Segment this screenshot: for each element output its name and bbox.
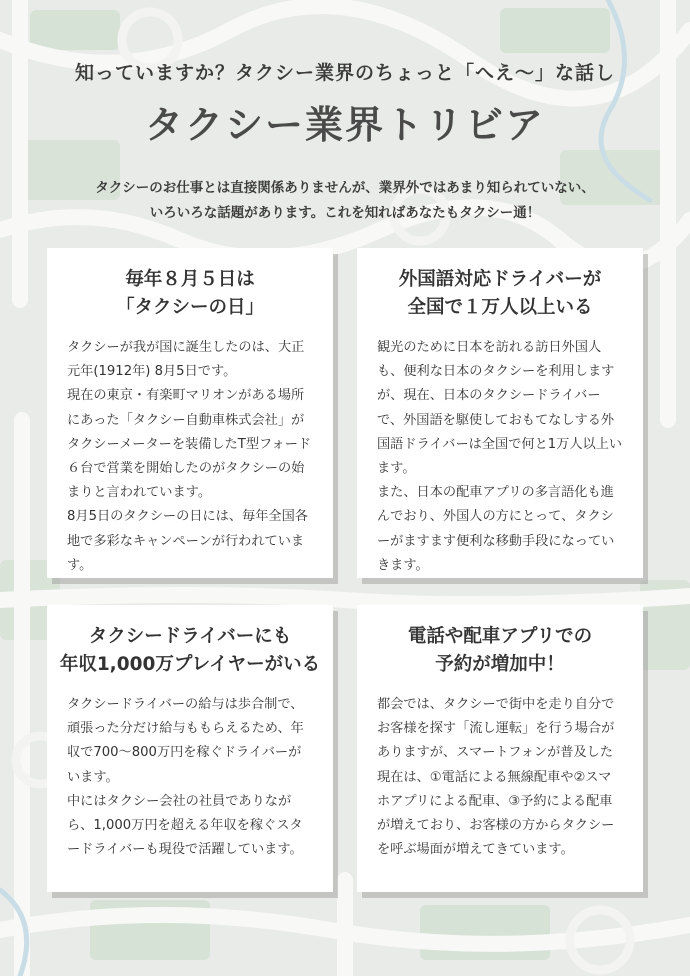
card-paragraph: 現在の東京・有楽町マリオンがある場所にあった「タクシー自動車株式会社」がタクシーメーターを装備したT型フォード６台で営業を開始したのがタクシーの始まりと言われています。 <box>67 388 312 501</box>
card-title <box>357 266 643 322</box>
card-title-line: 「タクシーの日」 <box>115 297 264 318</box>
trivia-card-high-income-drivers <box>47 605 333 892</box>
card-paragraph: タクシーが我が国に誕生したのは、大正元年(1912年) 8月5日です。 <box>67 340 305 380</box>
card-paragraph: 観光のために日本を訪れる訪日外国人も、便利な日本のタクシーを利用しますが、現在、日本のタクシードライバーで、外国語を駆使しておもてなしする外国語ドライバーは全国で何と1万人以上います。 <box>377 340 623 477</box>
card-title-line: 予約が増加中！ <box>435 654 565 675</box>
intro-text <box>0 176 690 226</box>
trivia-card-app-reservations <box>357 605 643 892</box>
card-title-line: 外国語対応ドライバーが <box>398 269 602 290</box>
page-title: タクシー業界トリビア <box>144 103 545 147</box>
card-title-line: 電話や配車アプリでの <box>407 626 593 647</box>
card-body <box>67 336 313 578</box>
card-paragraph: 8月5日のタクシーの日には、毎年全国各地で多彩なキャンペーンが行われています。 <box>67 509 308 573</box>
card-title-line: 全国で１万人以上いる <box>407 297 593 318</box>
card-title <box>47 266 333 322</box>
card-title <box>357 623 643 679</box>
card-body <box>67 693 313 862</box>
page-subtitle: 知っていますか？タクシー業界のちょっと「へえ〜」な話し <box>74 62 615 84</box>
card-title <box>47 623 333 679</box>
card-body <box>377 693 623 862</box>
card-title-line: 毎年８月５日は <box>125 269 255 290</box>
card-title-line: タクシードライバーにも <box>88 626 292 647</box>
card-paragraph: 中にはタクシー会社の社員でありながら、1,000万円を超える年収を稼ぐスタードライバーも現役で活躍しています。 <box>67 793 303 858</box>
card-paragraph: また、日本の配車アプリの多言語化も進んでおり、外国人の方にとって、タクシーがますます便利な移動手段になっていきます。 <box>377 485 615 573</box>
trivia-card-taxi-day <box>47 248 333 578</box>
intro-line: いろいろな話題があります。これを知ればあなたもタクシー通！ <box>149 205 541 221</box>
intro-line: タクシーのお仕事とは直接関係ありませんが、業界外ではあまり知られていない、 <box>95 180 595 196</box>
card-title-line: 年収1,000万プレイヤーがいる <box>59 654 321 675</box>
card-paragraph: 都会では、タクシーで街中を走り自分でお客様を探す「流し運転」を行う場合がありますが、スマートフォンが普及した現在は、①電話による無線配車や②スマホアプリによる配車、③予約による配車が増えており、お客様の方からタクシーを呼ぶ場面が増えてきています。 <box>377 697 615 858</box>
card-paragraph: タクシードライバーの給与は歩合制で、頑張った分だけ給与ももらえるため、年収で700〜800万円を稼ぐドライバーがいます。 <box>67 697 304 785</box>
card-body <box>377 336 623 578</box>
trivia-card-foreign-language-drivers <box>357 248 643 578</box>
